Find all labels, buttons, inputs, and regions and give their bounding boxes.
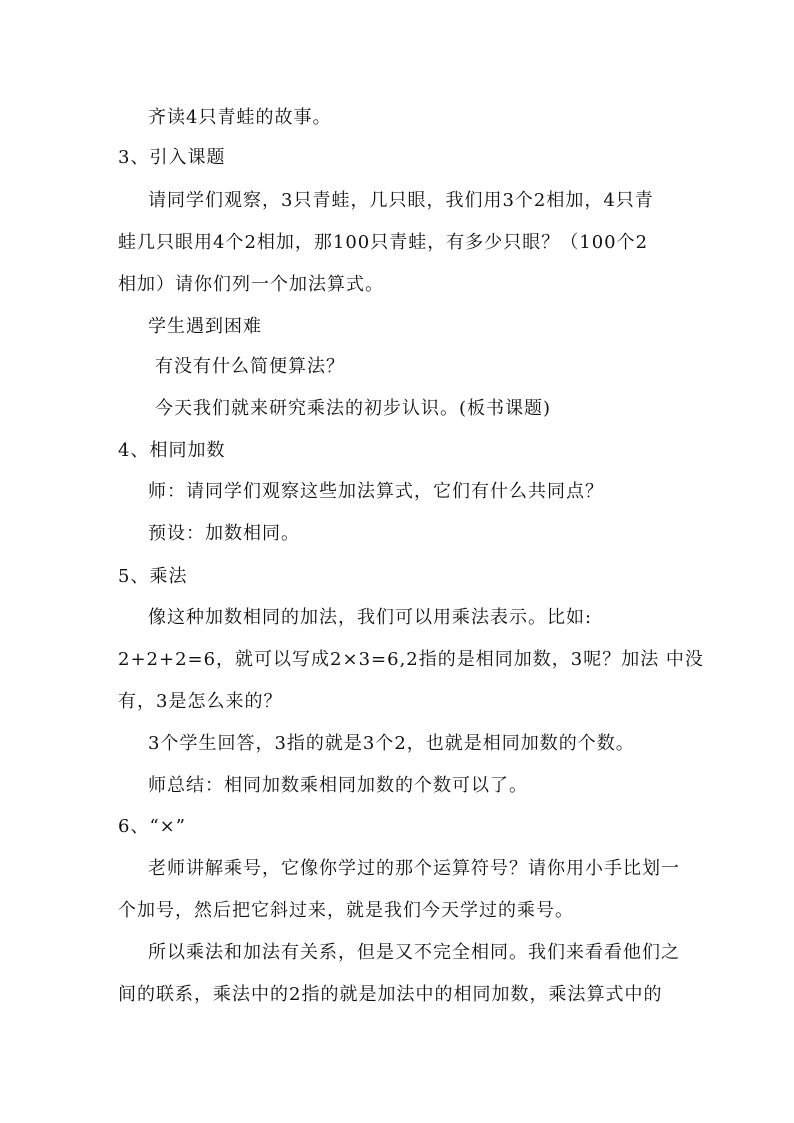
text-line-write-addition: 相加）请你们列一个加法算式。 <box>118 274 384 295</box>
section-heading-times-sign: 6、“×” <box>118 816 186 837</box>
text-line-tilt-plus: 个加号，然后把它斜过来，就是我们今天学过的乘号。 <box>118 900 574 921</box>
text-line-explain-sign: 老师讲解乘号，它像你学过的那个运算符号？请你用小手比划一 <box>148 858 680 879</box>
text-line-difficulty: 学生遇到困难 <box>148 316 262 337</box>
text-line-read-frog-story: 齐读4只青蛙的故事。 <box>148 107 332 128</box>
text-line-relation: 所以乘法和加法有关系，但是又不完全相同。我们来看看他们之 <box>148 942 680 963</box>
text-line-multiplication-intro: 像这种加数相同的加法，我们可以用乘法表示。比如: <box>148 607 593 628</box>
text-line-simple-method: 有没有什么简便算法？ <box>155 356 345 377</box>
text-line-expected-answer: 预设：加数相同。 <box>148 523 300 544</box>
section-heading-same-addends: 4、相同加数 <box>118 440 226 461</box>
text-line-observe-frogs: 请同学们观察，3只青蛙，几只眼，我们用3个2相加，4只青 <box>148 190 654 211</box>
text-line-today-topic: 今天我们就来研究乘法的初步认识。(板书课题) <box>155 398 552 419</box>
text-line-where-three-from: 有，3是怎么来的？ <box>118 691 283 712</box>
text-line-example-equation: 2+2+2=6，就可以写成2×3=6,2指的是相同加数，3呢？加法 中没 <box>118 649 704 670</box>
text-line-teacher-summary: 师总结：相同加数乘相同加数的个数可以了。 <box>148 775 528 796</box>
section-heading-multiplication: 5、乘法 <box>118 566 188 587</box>
text-line-hundred-frogs: 蛙几只眼用4个2相加，那100只青蛙，有多少只眼？（100个2 <box>118 232 649 253</box>
section-heading-introduce-topic: 3、引入课题 <box>118 147 226 168</box>
text-line-teacher-question: 师：请同学们观察这些加法算式，它们有什么共同点？ <box>148 481 604 502</box>
text-line-student-answer: 3个学生回答，3指的就是3个2，也就是相同加数的个数。 <box>148 733 635 754</box>
text-line-connection: 间的联系，乘法中的2指的就是加法中的相同加数，乘法算式中的 <box>118 984 663 1005</box>
